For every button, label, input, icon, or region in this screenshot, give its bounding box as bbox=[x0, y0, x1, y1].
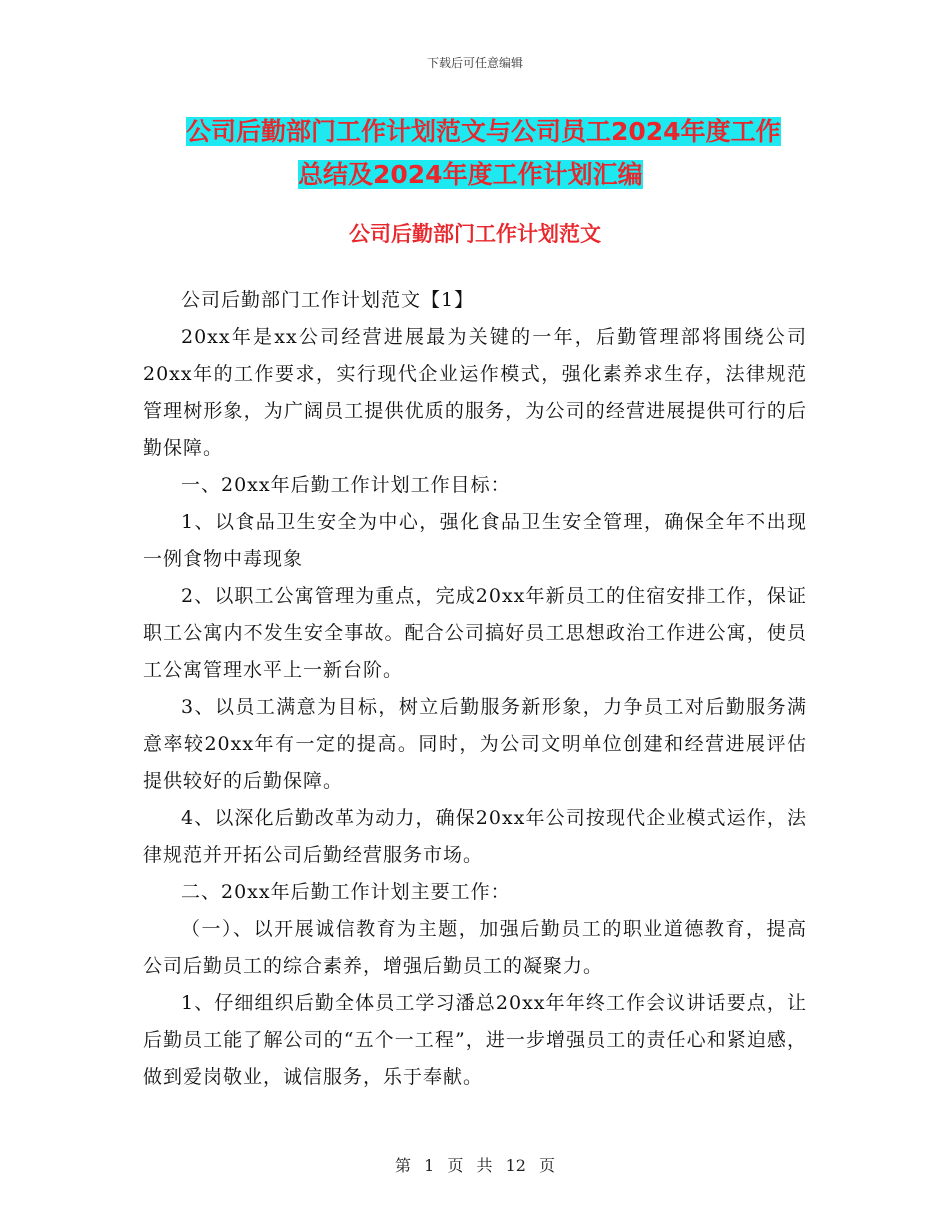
footer-mid2: 共 bbox=[476, 1156, 493, 1175]
section-title: 公司后勤部门工作计划范文 bbox=[349, 222, 601, 246]
title-line-2: 总结及2024年度工作计划汇编 bbox=[298, 160, 643, 189]
footer-mid1: 页 bbox=[447, 1156, 464, 1175]
paragraph: 2、以职工公寓管理为重点，完成20xx年新员工的住宿安排工作，保证职工公寓内不发生安全事故。配合公司搞好员工思想政治工作进公寓，使员工公寓管理水平上一新台阶。 bbox=[143, 585, 807, 681]
page-total: 12 bbox=[505, 1156, 526, 1175]
paragraph: （一）、以开展诚信教育为主题，加强后勤员工的职业道德教育，提高公司后勤员工的综合素养，增强后勤员工的凝聚力。 bbox=[143, 918, 807, 977]
paragraph: 1、仔细组织后勤全体员工学习潘总20xx年年终工作会议讲话要点，让后勤员工能了解公司的“五个一工程”，进一步增强员工的责任心和紧迫感，做到爱岗敬业，诚信服务，乐于奉献。 bbox=[143, 992, 807, 1088]
paragraph: 20xx年是xx公司经营进展最为关键的一年，后勤管理部将围绕公司20xx年的工作要求，实行现代企业运作模式，强化素养求生存，法律规范管理树形象，为广阔员工提供优质的服务，为公司的经营进展提供可行的后勤保障。 bbox=[143, 326, 807, 459]
document-title bbox=[186, 110, 810, 196]
page-footer bbox=[0, 1153, 950, 1176]
document-body bbox=[143, 282, 807, 1096]
paragraph: 4、以深化后勤改革为动力，确保20xx年公司按现代企业模式运作，法律规范并开拓公司后勤经营服务市场。 bbox=[143, 807, 807, 866]
header-note: 下载后可任意编辑 bbox=[426, 56, 523, 70]
paragraph: 公司后勤部门工作计划范文【1】 bbox=[181, 289, 475, 311]
title-line-1: 公司后勤部门工作计划范文与公司员工2024年度工作 bbox=[186, 117, 781, 146]
footer-prefix: 第 bbox=[394, 1156, 411, 1175]
paragraph: 3、以员工满意为目标，树立后勤服务新形象，力争员工对后勤服务满意率较20xx年有一定的提高。同时，为公司文明单位创建和经营进展评估提供较好的后勤保障。 bbox=[143, 696, 807, 792]
footer-suffix: 页 bbox=[539, 1156, 556, 1175]
paragraph: 一、20xx年后勤工作计划工作目标： bbox=[181, 474, 511, 496]
paragraph: 1、以食品卫生安全为中心，强化食品卫生安全管理，确保全年不出现一例食物中毒现象 bbox=[143, 511, 807, 570]
paragraph: 二、20xx年后勤工作计划主要工作： bbox=[181, 881, 511, 903]
page-number: 1 bbox=[424, 1156, 435, 1175]
